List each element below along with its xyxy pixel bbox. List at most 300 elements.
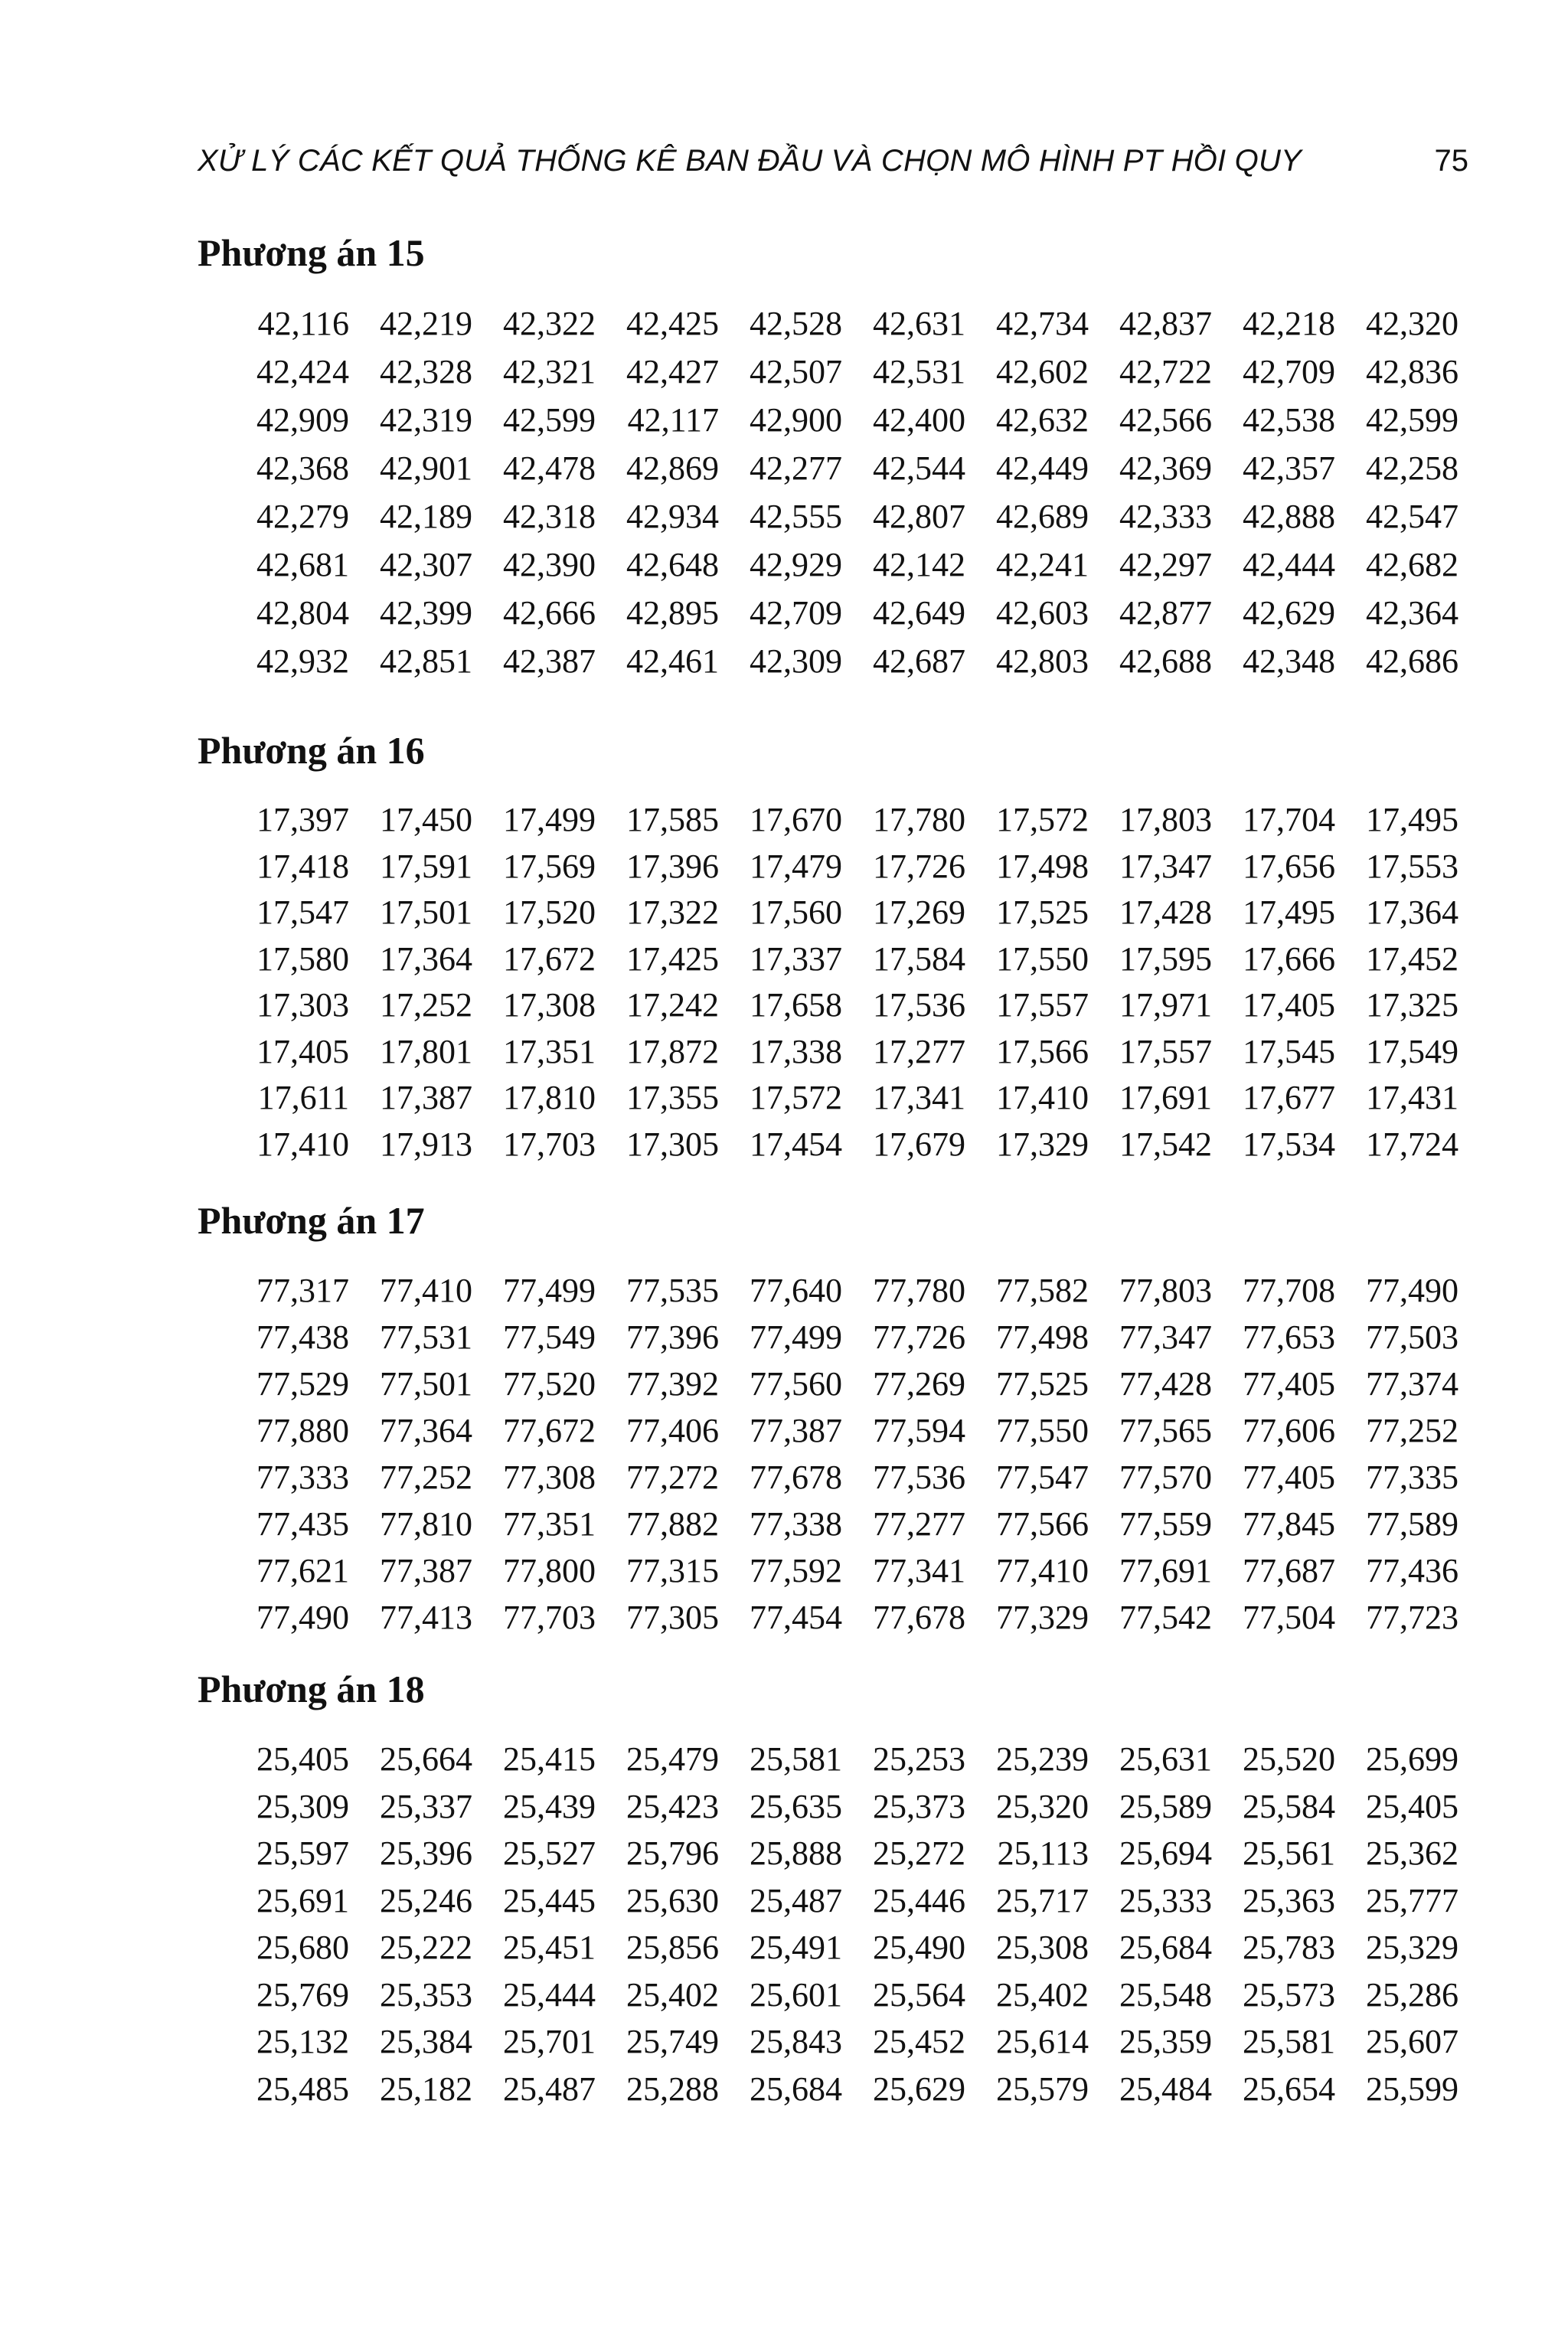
table-cell: 17,501 — [380, 893, 472, 931]
table-cell: 17,338 — [750, 1032, 842, 1070]
table-cell: 17,971 — [1119, 986, 1212, 1024]
table-cell: 42,547 — [1366, 498, 1459, 535]
table-cell: 77,410 — [996, 1552, 1089, 1589]
table-row — [227, 1122, 1459, 1168]
table-cell: 25,599 — [1366, 2069, 1459, 2108]
table-cell: 42,218 — [1243, 305, 1335, 342]
table-cell: 42,929 — [750, 546, 842, 583]
table-cell: 17,549 — [1366, 1032, 1459, 1070]
table-cell: 42,544 — [873, 449, 965, 487]
table-cell: 17,550 — [996, 939, 1089, 978]
table-cell: 25,333 — [1119, 1881, 1212, 1919]
table-cell: 77,550 — [996, 1412, 1089, 1449]
table-cell: 25,182 — [380, 2069, 472, 2108]
table-cell: 42,709 — [750, 594, 842, 632]
data-table — [227, 299, 1459, 685]
table-row — [227, 444, 1459, 492]
table-cell: 42,599 — [503, 401, 596, 439]
table-cell: 25,363 — [1243, 1881, 1335, 1919]
table-cell: 42,632 — [996, 401, 1089, 439]
table-cell: 42,602 — [996, 353, 1089, 390]
table-cell: 42,599 — [1366, 401, 1459, 439]
table-row — [227, 936, 1459, 983]
table-cell: 25,362 — [1366, 1834, 1459, 1872]
table-cell: 17,525 — [996, 893, 1089, 931]
table-cell: 17,803 — [1119, 801, 1212, 838]
table-cell: 25,589 — [1119, 1787, 1212, 1825]
table-cell: 25,491 — [750, 1929, 842, 1966]
table-cell: 25,415 — [503, 1740, 596, 1778]
table-cell: 77,499 — [503, 1272, 596, 1309]
table-cell: 77,672 — [503, 1412, 596, 1449]
section-phuong-an-16 — [198, 724, 1468, 1168]
table-cell: 42,682 — [1366, 546, 1459, 583]
table-cell: 42,189 — [380, 498, 472, 535]
table-cell: 17,303 — [256, 986, 349, 1024]
table-cell: 42,478 — [503, 449, 596, 487]
page-header — [198, 138, 1468, 184]
table-cell: 25,548 — [1119, 1975, 1212, 2014]
table-row — [227, 1501, 1459, 1547]
table-cell: 77,549 — [503, 1318, 596, 1356]
table-cell: 25,286 — [1366, 1975, 1459, 2014]
table-cell: 42,566 — [1119, 401, 1212, 439]
table-cell: 17,431 — [1366, 1079, 1459, 1116]
table-cell: 42,321 — [503, 353, 596, 390]
table-cell: 42,709 — [1243, 353, 1335, 390]
table-cell: 17,308 — [503, 986, 596, 1024]
table-cell: 25,405 — [256, 1740, 349, 1778]
table-cell: 77,535 — [626, 1272, 719, 1309]
table-cell: 42,116 — [257, 305, 349, 342]
table-cell: 77,387 — [750, 1412, 842, 1449]
table-row — [227, 1736, 1459, 1783]
table-cell: 42,333 — [1119, 498, 1212, 535]
table-cell: 42,427 — [626, 353, 719, 390]
table-cell: 42,309 — [750, 642, 842, 680]
table-cell: 42,399 — [380, 594, 472, 632]
page-number: 75 — [1434, 144, 1468, 178]
table-cell: 25,680 — [256, 1929, 349, 1966]
table-cell: 42,357 — [1243, 449, 1335, 487]
table-cell: 25,359 — [1119, 2023, 1212, 2060]
table-row — [227, 844, 1459, 890]
table-cell: 42,368 — [256, 449, 349, 487]
table-cell: 77,410 — [380, 1272, 472, 1309]
table-row — [227, 1971, 1459, 2019]
table-row — [227, 1361, 1459, 1407]
table-cell: 42,666 — [503, 594, 596, 632]
section-phuong-an-18 — [198, 1662, 1468, 2112]
table-cell: 25,396 — [380, 1834, 472, 1872]
table-cell: 25,246 — [380, 1881, 472, 1919]
table-cell: 25,581 — [750, 1740, 842, 1778]
table-cell: 42,877 — [1119, 594, 1212, 632]
table-cell: 25,132 — [256, 2023, 349, 2060]
table-row — [227, 299, 1459, 348]
table-cell: 77,501 — [380, 1365, 472, 1403]
table-cell: 77,405 — [1243, 1365, 1335, 1403]
table-cell: 17,347 — [1119, 847, 1212, 885]
table-cell: 42,528 — [750, 305, 842, 342]
table-cell: 25,222 — [380, 1929, 472, 1966]
table-row — [227, 1830, 1459, 1877]
table-cell: 25,384 — [380, 2023, 472, 2060]
table-cell: 42,531 — [873, 353, 965, 390]
table-cell: 25,288 — [626, 2069, 719, 2108]
table-cell: 42,932 — [256, 642, 349, 680]
table-cell: 42,836 — [1366, 353, 1459, 390]
table-cell: 77,396 — [626, 1318, 719, 1356]
table-cell: 17,913 — [380, 1125, 472, 1163]
table-cell: 77,810 — [380, 1505, 472, 1543]
table-cell: 77,335 — [1366, 1459, 1459, 1496]
table-cell: 77,703 — [503, 1599, 596, 1636]
table-cell: 25,353 — [380, 1975, 472, 2014]
table-cell: 42,320 — [1366, 305, 1459, 342]
section-title: Phương án 16 — [198, 729, 425, 772]
table-cell: 77,880 — [256, 1412, 349, 1449]
table-cell: 17,322 — [626, 893, 719, 931]
section-phuong-an-17 — [198, 1194, 1468, 1641]
table-cell: 17,498 — [996, 847, 1089, 885]
table-cell: 17,872 — [626, 1032, 719, 1070]
table-cell: 77,315 — [626, 1552, 719, 1589]
table-cell: 25,843 — [750, 2023, 842, 2060]
table-cell: 77,882 — [626, 1505, 719, 1543]
table-cell: 25,664 — [380, 1740, 472, 1778]
table-cell: 25,654 — [1243, 2069, 1335, 2108]
table-cell: 42,837 — [1119, 305, 1212, 342]
table-cell: 25,451 — [503, 1929, 596, 1966]
table-cell: 17,569 — [503, 847, 596, 885]
table-cell: 17,405 — [256, 1032, 349, 1070]
table-cell: 77,589 — [1366, 1505, 1459, 1543]
table-row — [227, 1877, 1459, 1925]
table-cell: 17,724 — [1366, 1125, 1459, 1163]
table-cell: 42,444 — [1243, 546, 1335, 583]
table-cell: 42,461 — [626, 642, 719, 680]
table-cell: 17,679 — [873, 1125, 965, 1163]
table-cell: 25,490 — [873, 1929, 965, 1966]
table-row — [227, 797, 1459, 844]
table-cell: 25,684 — [1119, 1929, 1212, 1966]
table-row — [227, 1314, 1459, 1361]
table-cell: 42,900 — [750, 401, 842, 439]
table-cell: 25,584 — [1243, 1787, 1335, 1825]
table-cell: 17,341 — [873, 1079, 965, 1116]
table-cell: 77,529 — [256, 1365, 349, 1403]
table-cell: 25,581 — [1243, 2023, 1335, 2060]
table-cell: 42,804 — [256, 594, 349, 632]
table-cell: 42,142 — [873, 546, 965, 583]
table-cell: 77,308 — [503, 1459, 596, 1496]
table-cell: 25,309 — [256, 1787, 349, 1825]
table-cell: 17,520 — [503, 893, 596, 931]
table-row — [227, 1029, 1459, 1076]
table-cell: 25,487 — [503, 2069, 596, 2108]
table-cell: 77,252 — [380, 1459, 472, 1496]
table-cell: 77,678 — [750, 1459, 842, 1496]
table-cell: 17,425 — [626, 939, 719, 978]
table-cell: 17,252 — [380, 986, 472, 1024]
table-cell: 77,800 — [503, 1552, 596, 1589]
table-cell: 17,428 — [1119, 893, 1212, 931]
table-cell: 77,723 — [1366, 1599, 1459, 1636]
table-cell: 77,413 — [380, 1599, 472, 1636]
table-cell: 25,699 — [1366, 1740, 1459, 1778]
section-phuong-an-15 — [198, 226, 1468, 685]
table-row — [227, 492, 1459, 541]
table-cell: 42,507 — [750, 353, 842, 390]
table-cell: 25,439 — [503, 1787, 596, 1825]
table-row — [227, 1783, 1459, 1831]
table-cell: 17,585 — [626, 801, 719, 838]
table-cell: 25,630 — [626, 1881, 719, 1919]
table-cell: 25,402 — [626, 1975, 719, 2014]
table-row — [227, 1924, 1459, 1971]
table-cell: 42,364 — [1366, 594, 1459, 632]
table-cell: 77,364 — [380, 1412, 472, 1449]
table-cell: 77,536 — [873, 1459, 965, 1496]
table-cell: 42,318 — [503, 498, 596, 535]
table-cell: 25,484 — [1119, 2069, 1212, 2108]
table-cell: 42,425 — [626, 305, 719, 342]
table-cell: 77,503 — [1366, 1318, 1459, 1356]
table-row — [227, 396, 1459, 444]
table-cell: 25,113 — [997, 1834, 1089, 1872]
table-cell: 42,869 — [626, 449, 719, 487]
table-cell: 25,337 — [380, 1787, 472, 1825]
table-cell: 17,325 — [1366, 986, 1459, 1024]
table-cell: 17,305 — [626, 1125, 719, 1163]
table-cell: 77,678 — [873, 1599, 965, 1636]
table-cell: 42,603 — [996, 594, 1089, 632]
table-cell: 77,338 — [750, 1505, 842, 1543]
table-cell: 17,566 — [996, 1032, 1089, 1070]
table-cell: 42,297 — [1119, 546, 1212, 583]
table-cell: 42,390 — [503, 546, 596, 583]
table-cell: 25,717 — [996, 1881, 1089, 1919]
table-cell: 17,704 — [1243, 801, 1335, 838]
table-cell: 25,308 — [996, 1929, 1089, 1966]
table-cell: 17,572 — [996, 801, 1089, 838]
table-cell: 77,438 — [256, 1318, 349, 1356]
table-row — [227, 541, 1459, 589]
table-cell: 77,687 — [1243, 1552, 1335, 1589]
table-cell: 77,594 — [873, 1412, 965, 1449]
table-cell: 77,333 — [256, 1459, 349, 1496]
table-cell: 17,364 — [380, 939, 472, 978]
table-cell: 17,545 — [1243, 1032, 1335, 1070]
section-title: Phương án 18 — [198, 1668, 425, 1710]
table-row — [227, 1267, 1459, 1314]
table-cell: 42,895 — [626, 594, 719, 632]
table-cell: 77,498 — [996, 1318, 1089, 1356]
table-cell: 25,561 — [1243, 1834, 1335, 1872]
table-cell: 17,801 — [380, 1032, 472, 1070]
table-cell: 17,780 — [873, 801, 965, 838]
table-cell: 42,687 — [873, 642, 965, 680]
data-table — [227, 1736, 1459, 2112]
table-cell: 77,392 — [626, 1365, 719, 1403]
table-row — [227, 1547, 1459, 1594]
table-cell: 25,446 — [873, 1881, 965, 1919]
table-cell: 25,631 — [1119, 1740, 1212, 1778]
table-cell: 77,606 — [1243, 1412, 1335, 1449]
table-cell: 25,320 — [996, 1787, 1089, 1825]
table-cell: 25,856 — [626, 1929, 719, 1966]
table-cell: 17,499 — [503, 801, 596, 838]
table-cell: 17,495 — [1243, 893, 1335, 931]
table-cell: 17,658 — [750, 986, 842, 1024]
table-cell: 17,580 — [256, 939, 349, 978]
table-cell: 42,449 — [996, 449, 1089, 487]
table-row — [227, 589, 1459, 637]
table-cell: 42,629 — [1243, 594, 1335, 632]
table-cell: 17,277 — [873, 1032, 965, 1070]
table-cell: 17,557 — [996, 986, 1089, 1024]
table-cell: 42,851 — [380, 642, 472, 680]
table-cell: 77,582 — [996, 1272, 1089, 1309]
table-cell: 42,328 — [380, 353, 472, 390]
table-cell: 17,269 — [873, 893, 965, 931]
table-cell: 77,542 — [1119, 1599, 1212, 1636]
table-cell: 77,570 — [1119, 1459, 1212, 1496]
section-title: Phương án 15 — [198, 231, 425, 274]
table-cell: 25,769 — [256, 1975, 349, 2014]
table-cell: 42,348 — [1243, 642, 1335, 680]
table-cell: 42,369 — [1119, 449, 1212, 487]
section-title: Phương án 17 — [198, 1199, 425, 1242]
table-cell: 17,703 — [503, 1125, 596, 1163]
table-cell: 77,269 — [873, 1365, 965, 1403]
table-cell: 25,629 — [873, 2069, 965, 2108]
table-cell: 77,436 — [1366, 1552, 1459, 1589]
table-cell: 42,722 — [1119, 353, 1212, 390]
table-cell: 25,444 — [503, 1975, 596, 2014]
table-cell: 25,796 — [626, 1834, 719, 1872]
table-cell: 25,691 — [256, 1881, 349, 1919]
table-cell: 77,708 — [1243, 1272, 1335, 1309]
table-cell: 17,691 — [1119, 1079, 1212, 1116]
table-cell: 17,351 — [503, 1032, 596, 1070]
table-cell: 25,783 — [1243, 1929, 1335, 1966]
table-cell: 77,803 — [1119, 1272, 1212, 1309]
table-cell: 77,252 — [1366, 1412, 1459, 1449]
table-cell: 25,635 — [750, 1787, 842, 1825]
table-row — [227, 2066, 1459, 2113]
table-cell: 42,688 — [1119, 642, 1212, 680]
table-cell: 17,242 — [626, 986, 719, 1024]
table-cell: 17,572 — [750, 1079, 842, 1116]
table-cell: 17,557 — [1119, 1032, 1212, 1070]
table-cell: 77,490 — [1366, 1272, 1459, 1309]
table-cell: 77,490 — [256, 1599, 349, 1636]
table-cell: 77,566 — [996, 1505, 1089, 1543]
table-cell: 25,694 — [1119, 1834, 1212, 1872]
table-cell: 17,387 — [380, 1079, 472, 1116]
table-cell: 42,400 — [873, 401, 965, 439]
table-cell: 17,666 — [1243, 939, 1335, 978]
table-cell: 42,734 — [996, 305, 1089, 342]
table-cell: 77,691 — [1119, 1552, 1212, 1589]
table-cell: 17,479 — [750, 847, 842, 885]
table-cell: 77,653 — [1243, 1318, 1335, 1356]
table-cell: 42,117 — [627, 401, 719, 439]
table-row — [227, 1454, 1459, 1501]
table-cell: 77,374 — [1366, 1365, 1459, 1403]
table-cell: 25,329 — [1366, 1929, 1459, 1966]
table-cell: 77,520 — [503, 1365, 596, 1403]
table-cell: 42,277 — [750, 449, 842, 487]
table-cell: 25,405 — [1366, 1787, 1459, 1825]
table-cell: 25,253 — [873, 1740, 965, 1778]
table-cell: 77,347 — [1119, 1318, 1212, 1356]
table-cell: 17,611 — [257, 1079, 349, 1116]
table-cell: 17,397 — [256, 801, 349, 838]
table-cell: 17,405 — [1243, 986, 1335, 1024]
table-cell: 17,810 — [503, 1079, 596, 1116]
table-cell: 25,373 — [873, 1787, 965, 1825]
table-cell: 77,277 — [873, 1505, 965, 1543]
table-cell: 25,487 — [750, 1881, 842, 1919]
table-cell: 25,601 — [750, 1975, 842, 2014]
table-cell: 42,803 — [996, 642, 1089, 680]
table-cell: 17,677 — [1243, 1079, 1335, 1116]
data-table — [227, 1267, 1459, 1641]
table-row — [227, 1407, 1459, 1454]
table-cell: 42,649 — [873, 594, 965, 632]
table-cell: 77,845 — [1243, 1505, 1335, 1543]
table-cell: 42,258 — [1366, 449, 1459, 487]
table-cell: 77,272 — [626, 1459, 719, 1496]
table-cell: 17,670 — [750, 801, 842, 838]
table-cell: 25,684 — [750, 2069, 842, 2108]
table-cell: 17,410 — [996, 1079, 1089, 1116]
table-cell: 77,435 — [256, 1505, 349, 1543]
table-cell: 77,640 — [750, 1272, 842, 1309]
table-cell: 42,689 — [996, 498, 1089, 535]
table-cell: 25,527 — [503, 1834, 596, 1872]
table-cell: 77,499 — [750, 1318, 842, 1356]
table-cell: 42,322 — [503, 305, 596, 342]
table-cell: 77,621 — [256, 1552, 349, 1589]
table-cell: 17,536 — [873, 986, 965, 1024]
table-cell: 42,219 — [380, 305, 472, 342]
table-cell: 77,305 — [626, 1599, 719, 1636]
table-cell: 42,901 — [380, 449, 472, 487]
table-row — [227, 982, 1459, 1029]
table-cell: 17,452 — [1366, 939, 1459, 978]
table-cell: 77,592 — [750, 1552, 842, 1589]
table-cell: 77,329 — [996, 1599, 1089, 1636]
table-cell: 42,319 — [380, 401, 472, 439]
table-cell: 17,337 — [750, 939, 842, 978]
table-cell: 77,317 — [256, 1272, 349, 1309]
table-cell: 25,479 — [626, 1740, 719, 1778]
table-cell: 17,418 — [256, 847, 349, 885]
table-cell: 25,239 — [996, 1740, 1089, 1778]
table-cell: 42,555 — [750, 498, 842, 535]
table-cell: 77,726 — [873, 1318, 965, 1356]
data-table — [227, 797, 1459, 1168]
table-cell: 17,364 — [1366, 893, 1459, 931]
table-cell: 17,355 — [626, 1079, 719, 1116]
table-cell: 77,565 — [1119, 1412, 1212, 1449]
table-cell: 42,424 — [256, 353, 349, 390]
table-cell: 42,631 — [873, 305, 965, 342]
